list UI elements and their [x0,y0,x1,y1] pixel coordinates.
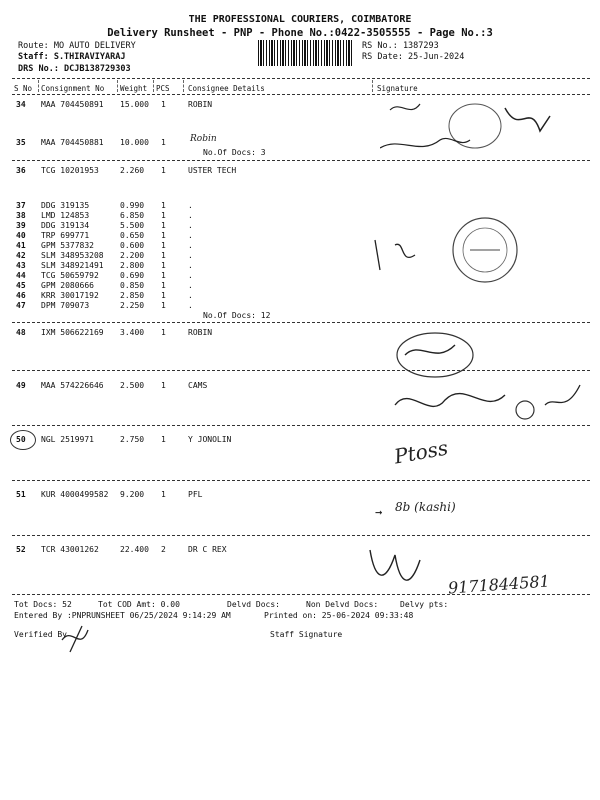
row-weight: 2.250 [120,301,145,310]
row-pcs: 1 [161,271,166,280]
row-consignment: GPM 5377832 [41,241,94,250]
divider [12,322,590,323]
row-weight: 22.400 [120,545,149,554]
row-consignment: IXM 506622169 [41,328,104,337]
col-rule [117,80,118,92]
drs-number: DRS No.: DCJB138729303 [18,64,131,74]
handwritten-signature: 8b (kashi) [395,500,456,514]
row-sno: 46 [16,291,26,300]
row-consignment: TRP 699771 [41,231,90,240]
row-pcs: 1 [161,100,166,109]
row-weight: 2.800 [120,261,145,270]
divider [12,94,590,95]
row-consignee: DR C REX [188,545,227,554]
row-sno: 50 [16,435,26,444]
row-pcs: 1 [161,251,166,260]
row-consignment: GPM 2080666 [41,281,94,290]
row-sno: 42 [16,251,26,260]
col-consignee: Consignee Details [188,84,265,93]
row-weight: 0.600 [120,241,145,250]
row-sno: 45 [16,281,26,290]
col-signature: Signature [377,84,418,93]
signature-mark [58,622,98,658]
row-pcs: 1 [161,381,166,390]
row-consignee: . [188,261,193,270]
row-weight: 0.690 [120,271,145,280]
route: Route: MO AUTO DELIVERY [18,41,136,51]
handwritten-name: Robin [190,134,217,144]
row-weight: 15.000 [120,100,149,109]
row-consignment: TCG 50659792 [41,271,99,280]
row-consignment: KRR 30017192 [41,291,99,300]
rs-number: RS No.: 1387293 [362,41,439,51]
row-sno: 38 [16,211,26,220]
row-weight: 0.850 [120,281,145,290]
rs-date: RS Date: 25-Jun-2024 [362,52,465,62]
barcode-image [258,40,354,66]
non-delivered-docs: Non Delvd Docs: [306,600,379,609]
row-consignee: CAMS [188,381,208,390]
col-rule [372,80,373,92]
row-consignment: SLM 348921491 [41,261,104,270]
row-consignee: USTER TECH [188,166,237,175]
row-pcs: 1 [161,201,166,210]
delivery-points: Delvy pts: [400,600,449,609]
table-row [0,291,600,301]
row-weight: 10.000 [120,138,149,147]
col-consignment: Consignment No [41,84,105,93]
row-consignee: . [188,201,193,210]
signature-mark [375,325,595,435]
row-sno: 44 [16,271,26,280]
total-docs: Tot Docs: 52 [14,600,72,609]
total-cod: Tot COD Amt: 0.00 [98,600,180,609]
table-row [0,435,600,445]
row-consignee: . [188,271,193,280]
row-consignee: . [188,221,193,230]
row-consignee: ROBIN [188,100,213,109]
col-rule [38,80,39,92]
col-rule [183,80,184,92]
table-row [0,490,600,500]
row-sno: 37 [16,201,26,210]
row-pcs: 1 [161,291,166,300]
row-sno: 36 [16,166,26,175]
docs-count: No.Of Docs: 3 [203,148,266,157]
row-consignee: . [188,251,193,260]
col-weight: Weight [120,84,148,93]
row-weight: 2.750 [120,435,145,444]
row-consignee: . [188,281,193,290]
row-consignment: MAA 704450881 [41,138,104,147]
row-consignee: . [188,231,193,240]
row-sno: 52 [16,545,26,554]
row-sno: 47 [16,301,26,310]
row-weight: 2.850 [120,291,145,300]
staff: Staff: S.THIRAVIYARAJ [18,52,126,62]
verified-by: Verified By [14,630,67,639]
row-sno: 39 [16,221,26,230]
row-sno: 41 [16,241,26,250]
signature-mark [380,96,580,166]
divider [12,480,590,481]
row-pcs: 1 [161,211,166,220]
row-weight: 2.200 [120,251,145,260]
handwritten-signature: Ptoss [392,435,450,469]
row-consignment: KUR 4000499582 [41,490,109,499]
row-pcs: 1 [161,221,166,230]
col-rule [153,80,154,92]
delivered-docs: Delvd Docs: [227,600,280,609]
row-sno: 40 [16,231,26,240]
row-consignment: DDG 319134 [41,221,90,230]
row-pcs: 2 [161,545,166,554]
table-row [0,166,600,176]
row-weight: 6.850 [120,211,145,220]
row-consignee: Y JONOLIN [188,435,232,444]
divider [12,594,590,595]
row-weight: 0.990 [120,201,145,210]
row-consignee: . [188,301,193,310]
handwritten-circle [10,430,36,450]
row-sno: 43 [16,261,26,270]
row-pcs: 1 [161,261,166,270]
row-weight: 5.500 [120,221,145,230]
docs-count: No.Of Docs: 12 [203,311,271,320]
row-consignee: . [188,291,193,300]
row-consignment: NGL 2519971 [41,435,94,444]
row-pcs: 1 [161,241,166,250]
signature-mark [370,230,430,280]
table-row [0,301,600,311]
row-weight: 3.400 [120,328,145,337]
staff-signature: Staff Signature [270,630,343,639]
row-weight: 9.200 [120,490,145,499]
divider [12,78,590,79]
row-consignee: PFL [188,490,203,499]
row-sno: 49 [16,381,26,390]
row-sno: 34 [16,100,26,109]
divider [12,535,590,536]
row-consignee: ROBIN [188,328,213,337]
row-consignment: DPM 709073 [41,301,90,310]
handwritten-phone: 9171844581 [447,571,551,598]
row-weight: 0.650 [120,231,145,240]
row-consignment: MAA 574226646 [41,381,104,390]
runsheet-title: Delivery Runsheet - PNP - Phone No.:0422-3505555 - Page No.:3 [107,27,493,39]
row-sno: 51 [16,490,26,499]
row-consignment: LMD 124853 [41,211,90,220]
col-sno: S No [14,84,33,93]
row-consignment: DDG 319135 [41,201,90,210]
row-weight: 2.500 [120,381,145,390]
row-consignment: TCG 10201953 [41,166,99,175]
row-pcs: 1 [161,281,166,290]
row-sno: 35 [16,138,26,147]
row-pcs: 1 [161,138,166,147]
row-pcs: 1 [161,490,166,499]
printed-on: Printed on: 25-06-2024 09:33:48 [264,611,414,620]
row-pcs: 1 [161,301,166,310]
arrow-icon: → [375,505,383,519]
row-weight: 2.260 [120,166,145,175]
entered-by: Entered By :PNPRUNSHEET 06/25/2024 9:14:29 AM [14,611,231,620]
row-sno: 48 [16,328,26,337]
row-pcs: 1 [161,435,166,444]
stamp-icon [440,210,530,290]
row-consignee: . [188,241,193,250]
signature-mark [365,540,445,595]
table-row [0,545,600,555]
row-pcs: 1 [161,166,166,175]
row-pcs: 1 [161,328,166,337]
col-pcs: PCS [156,84,170,93]
company-title: THE PROFESSIONAL COURIERS, COIMBATORE [188,14,412,25]
row-pcs: 1 [161,231,166,240]
row-consignment: SLM 348953208 [41,251,104,260]
row-consignment: MAA 704450891 [41,100,104,109]
row-consignee: . [188,211,193,220]
row-consignment: TCR 43001262 [41,545,99,554]
